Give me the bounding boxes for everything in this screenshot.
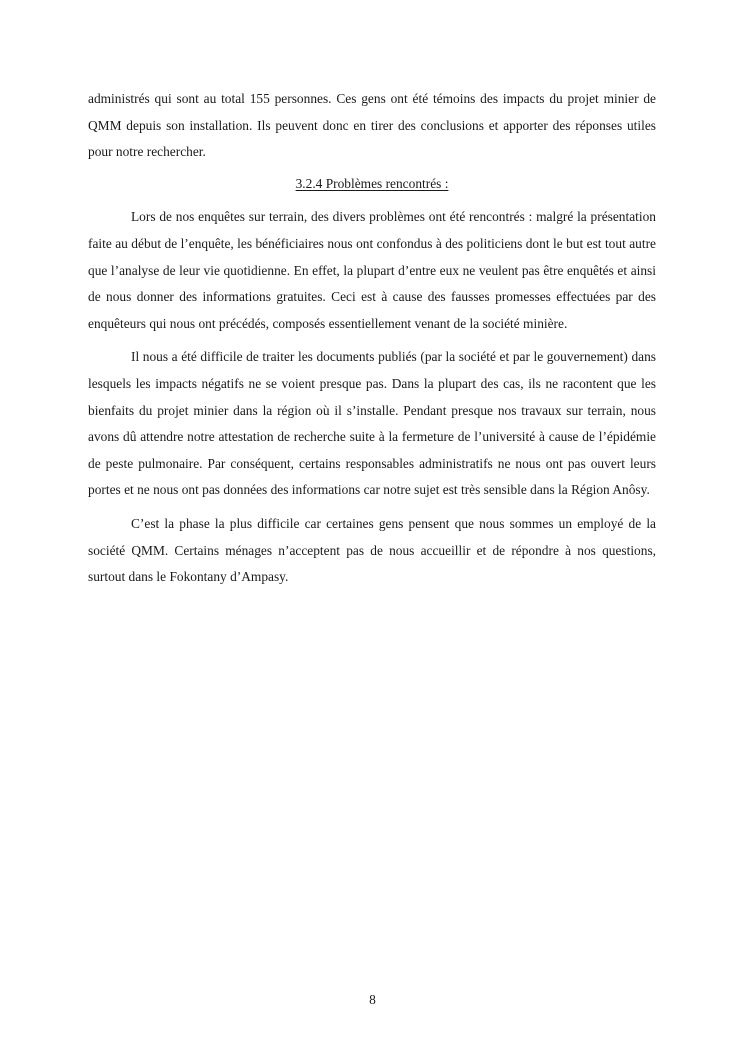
document-page <box>88 86 656 591</box>
paragraph-problems: Lors de nos enquêtes sur terrain, des divers problèmes ont été rencontrés : malgré la présentation faite au début de l’enquête, les bénéficiaires nous ont confondus à des politiciens dont le but est tout autre que l’analyse de leur vie quotidienne. En effet, la plupart d’entre eux ne veulent pas être enquêtés et ainsi de nous donner des informations gratuites. Ceci est à cause des fausses promesses effectuées par des enquêteurs qui nous ont précédés, composés essentiellement venant de la société minière. <box>88 209 656 331</box>
paragraph-documents: Il nous a été difficile de traiter les documents publiés (par la société et par le gouvernement) dans lesquels les impacts négatifs ne se voient presque pas. Dans la plupart des cas, ils ne racontent que les bienfaits du projet minier dans la région où il s’installe. Pendant presque nos travaux sur terrain, nous avons dû attendre notre attestation de recherche suite à la fermeture de l’université à cause de l’épidémie de peste pulmonaire. Par conséquent, certains responsables administratifs ne nous ont pas ouvert leurs portes et ne nous ont pas données des informations car notre sujet est très sensible dans la Région Anôsy. <box>88 349 656 498</box>
paragraph-difficult-phase: C’est la phase la plus difficile car certaines gens pensent que nous sommes un employé de la société QMM. Certains ménages n’acceptent pas de nous accueillir et de répondre à nos questions, surtout dans le Fokontany d’Ampasy. <box>88 515 656 585</box>
section-heading-text: 3.2.4 Problèmes rencontrés : <box>295 175 449 191</box>
intro-paragraph: administrés qui sont au total 155 personnes. Ces gens ont été témoins des impacts du projet minier de QMM depuis son installation. Ils peuvent donc en tirer des conclusions et apporter des réponses utiles pour notre rechercher. <box>88 91 656 160</box>
section-heading <box>88 171 656 198</box>
page-number: 8 <box>369 992 376 1007</box>
